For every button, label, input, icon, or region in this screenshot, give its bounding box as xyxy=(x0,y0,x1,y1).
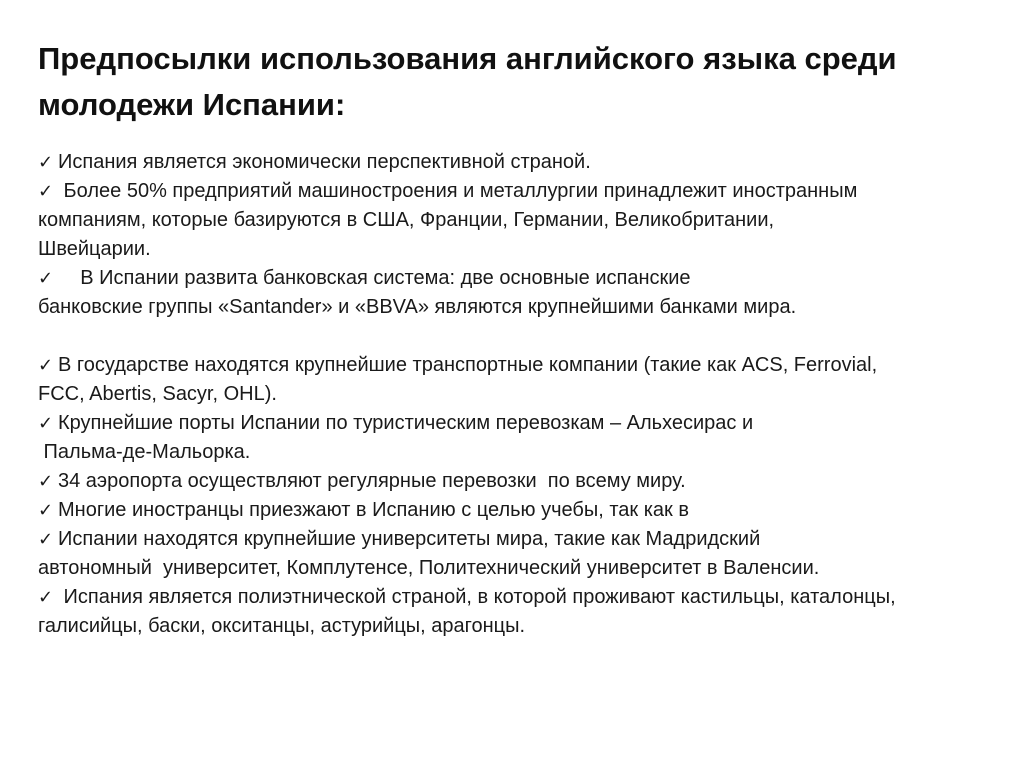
text-line xyxy=(38,380,1024,409)
bullet-text: Испании находятся крупнейшие университеты мира, такие как Мадридский xyxy=(58,528,761,550)
check-icon: ✓ xyxy=(38,471,54,492)
check-icon: ✓ xyxy=(38,355,54,376)
text-line xyxy=(38,206,1024,235)
bullet-text: В государстве находятся крупнейшие транспортные компании (такие как ACS, Ferrovial, xyxy=(58,354,878,376)
slide-body xyxy=(38,148,1024,641)
bullet-text: FCC, Abertis, Sacyr, OHL). xyxy=(38,383,277,405)
bullet-item xyxy=(38,583,1024,612)
bullet-item xyxy=(38,467,1024,496)
bullet-item xyxy=(38,148,1024,177)
bullet-item xyxy=(38,351,1024,380)
check-icon: ✓ xyxy=(38,500,54,521)
bullet-text: 34 аэропорта осуществляют регулярные перевозки по всему миру. xyxy=(58,470,686,492)
bullet-item xyxy=(38,177,1024,206)
text-line xyxy=(38,612,1024,641)
check-icon: ✓ xyxy=(38,529,54,550)
bullet-text: В Испании развита банковская система: две основные испанские xyxy=(58,267,691,289)
bullet-text: компаниям, которые базируются в США, Франции, Германии, Великобритании, xyxy=(38,209,775,231)
bullet-text: Швейцарии. xyxy=(38,238,151,260)
text-line xyxy=(38,235,1024,264)
bullet-text: автономный университет, Комплутенсе, Политехнический университет в Валенсии. xyxy=(38,557,820,579)
bullet-text: Многие иностранцы приезжают в Испанию с целью учебы, так как в xyxy=(58,499,689,521)
check-icon: ✓ xyxy=(38,413,54,434)
bullet-text: галисийцы, баски, окситанцы, астурийцы, арагонцы. xyxy=(38,615,526,637)
check-icon: ✓ xyxy=(38,268,54,289)
paragraph-gap xyxy=(38,322,1024,351)
check-icon: ✓ xyxy=(38,152,54,173)
text-line xyxy=(38,438,1024,467)
check-icon: ✓ xyxy=(38,181,54,202)
title-line-1: Предпосылки использования английского языка среди xyxy=(38,41,897,76)
bullet-item xyxy=(38,409,1024,438)
check-icon: ✓ xyxy=(38,587,54,608)
bullet-text: Более 50% предприятий машиностроения и металлургии принадлежит иностранным xyxy=(58,180,858,202)
bullet-text: Испания является экономически перспективной страной. xyxy=(58,151,591,173)
bullet-item xyxy=(38,264,1024,293)
bullet-text: банковские группы «Santander» и «BBVA» являются крупнейшими банками мира. xyxy=(38,296,797,318)
bullet-text: Крупнейшие порты Испании по туристическим перевозкам – Альхесирас и xyxy=(58,412,754,434)
bullet-item xyxy=(38,496,1024,525)
text-line xyxy=(38,293,1024,322)
bullet-text: Испания является полиэтнической страной, в которой проживают кастильцы, каталонцы, xyxy=(58,586,896,608)
title-line-2: молодежи Испании: xyxy=(38,87,346,122)
bullet-text: Пальма-де-Мальорка. xyxy=(38,441,251,463)
slide-title xyxy=(38,36,1008,128)
bullet-item xyxy=(38,525,1024,554)
text-line xyxy=(38,554,1024,583)
